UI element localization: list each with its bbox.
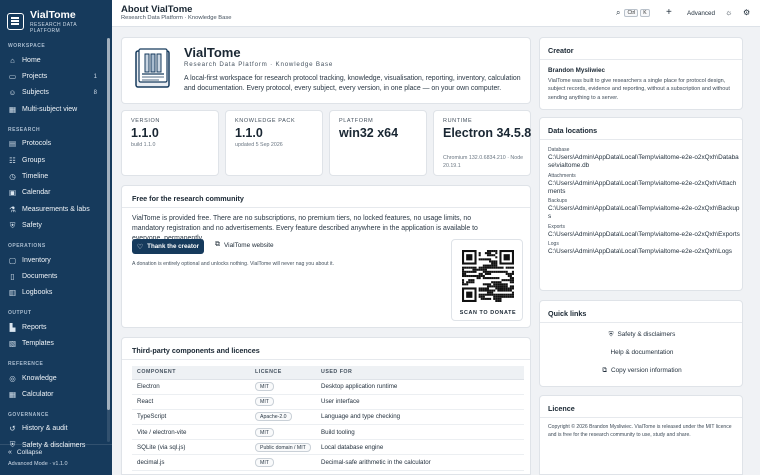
sidebar-item-multi-subject-view[interactable] bbox=[0, 101, 105, 117]
sidebar-item-projects[interactable] bbox=[0, 68, 105, 84]
column-header-component: COMPONENT bbox=[132, 366, 250, 379]
mode-label: Advanced Mode · v1.1.0 bbox=[8, 461, 68, 467]
theme-toggle-icon[interactable]: ☼ bbox=[725, 8, 733, 17]
stat-label: PLATFORM bbox=[339, 118, 374, 124]
location-path[interactable]: C:\Users\Admin\AppData\Local\Temp\vialtome-e2e-o2xQxh\Attachments bbox=[548, 179, 737, 195]
table-cell bbox=[250, 440, 316, 455]
sidebar-item-logbooks[interactable] bbox=[0, 285, 105, 301]
nav-section-title: OUTPUT bbox=[8, 310, 32, 317]
vialtome-logo-icon bbox=[7, 13, 24, 30]
settings-gear-icon[interactable]: ⚙ bbox=[743, 8, 751, 17]
third-party-card bbox=[121, 337, 531, 475]
creator-title: Creator bbox=[548, 46, 574, 55]
stat-sub: build 1.1.0 bbox=[131, 142, 156, 148]
stat-value: 1.1.0 bbox=[235, 126, 263, 140]
sidebar-item-calculator[interactable] bbox=[0, 386, 105, 402]
about-hero-card bbox=[121, 37, 531, 104]
sidebar-item-timeline[interactable] bbox=[0, 168, 105, 184]
search-icon: ⌕ bbox=[616, 8, 621, 17]
location-label: Logs bbox=[548, 241, 559, 248]
folder-icon: ▭ bbox=[8, 72, 17, 82]
sidebar-item-count: 1 bbox=[93, 73, 97, 80]
thank-creator-label: Thank the creator bbox=[147, 243, 200, 250]
sidebar-item-label: Knowledge bbox=[22, 374, 57, 382]
book-icon: ▥ bbox=[8, 288, 17, 298]
creator-description: VialTome was built to give researchers a single place for protocol design, subject records, evidence and reporting, without a subscription and without sending anything to a server. bbox=[548, 78, 730, 101]
quick-links-card bbox=[539, 300, 743, 387]
sidebar-item-inventory[interactable] bbox=[0, 252, 105, 268]
external-link-icon: ⧉ bbox=[215, 241, 220, 248]
website-link[interactable] bbox=[215, 241, 274, 249]
nav-section-title: REFERENCE bbox=[8, 360, 44, 367]
location-path[interactable]: C:\Users\Admin\AppData\Local\Temp\vialtome-e2e-o2xQxh\Exports bbox=[548, 230, 740, 238]
stat-label: VERSION bbox=[131, 118, 160, 124]
sidebar-item-documents[interactable] bbox=[0, 268, 105, 284]
sidebar-item-label: Templates bbox=[22, 340, 54, 348]
collapse-button[interactable] bbox=[0, 445, 112, 456]
sidebar-item-label: Timeline bbox=[22, 173, 49, 181]
column-header-licence: LICENCE bbox=[250, 366, 316, 379]
breadcrumb: Research Data Platform · Knowledge Base bbox=[121, 15, 232, 21]
app-description: A local-first workspace for research protocol tracking, knowledge, visualisation, reporting, inventory, calculation and documentation. Every protocol, every subject, every version, in one place — on your own computer. bbox=[184, 75, 521, 92]
free-description: VialTome is provided free. There are no subscriptions, no premium tiers, no locked features, no usage limits, no mandatory registration and no advertisements. Every feature described anywhere in the application is available to bbox=[132, 215, 478, 233]
nav-section-title: GOVERNANCE bbox=[8, 411, 49, 418]
runtime-card bbox=[433, 110, 531, 176]
calculator-icon: ▦ bbox=[8, 389, 17, 399]
licence-card bbox=[539, 395, 743, 475]
data-locations-title: Data locations bbox=[548, 126, 598, 135]
donation-note: A donation is entirely optional and unlocks nothing. VialTome will never nag you about it. bbox=[132, 261, 335, 267]
sidebar-item-label: Groups bbox=[22, 156, 45, 164]
licence-title: Licence bbox=[548, 404, 575, 413]
document-icon: ▯ bbox=[10, 271, 15, 281]
stat-sub: updated 5 Sep 2026 bbox=[235, 142, 283, 148]
users-icon: ☷ bbox=[9, 155, 16, 165]
data-locations-list bbox=[548, 147, 740, 258]
table-cell bbox=[250, 379, 316, 394]
component-name: SQLite (via sql.js) bbox=[137, 443, 186, 451]
knowledge-icon: ◎ bbox=[9, 373, 16, 383]
stat-value: 1.1.0 bbox=[131, 126, 159, 140]
stat-label: KNOWLEDGE PACK bbox=[235, 118, 296, 124]
sidebar-item-label: History & audit bbox=[22, 425, 68, 433]
divider bbox=[540, 59, 742, 60]
table-row bbox=[132, 379, 524, 394]
sidebar-item-safety[interactable] bbox=[0, 218, 105, 234]
vialtome-book-logo-icon bbox=[133, 46, 173, 90]
column-header-used-for: USED FOR bbox=[316, 366, 524, 379]
collapse-icon: « bbox=[8, 449, 12, 456]
nav-section-title: RESEARCH bbox=[8, 126, 41, 133]
licence-text: Copyright © 2026 Brandon Mysliwiec. VialTome is released under the MIT licence and is free for the research community to use, study and share. bbox=[548, 424, 732, 438]
sidebar-item-label: Safety & disclaimers bbox=[22, 441, 86, 449]
app-name: VialTome bbox=[184, 45, 241, 60]
location-label: Database bbox=[548, 147, 570, 153]
licence-badge: MIT bbox=[255, 458, 274, 467]
app-subtitle: Research Data Platform · Knowledge Base bbox=[184, 61, 334, 68]
licence-badge: MIT bbox=[255, 382, 274, 391]
top-header bbox=[112, 0, 760, 27]
stat-value: Electron 34.5.8 bbox=[443, 126, 532, 140]
home-icon: ⌂ bbox=[10, 55, 15, 65]
sidebar-item-history-audit[interactable] bbox=[0, 421, 105, 437]
sidebar-item-label: Logbooks bbox=[22, 289, 53, 297]
quick-link-safety[interactable] bbox=[540, 331, 744, 339]
thank-creator-button[interactable] bbox=[132, 239, 204, 254]
sidebar-item-label: Reports bbox=[22, 323, 47, 331]
licence-badge: Apache-2.0 bbox=[255, 412, 292, 421]
table-row bbox=[132, 425, 524, 440]
sidebar-item-label: Calculator bbox=[22, 390, 54, 398]
table-cell bbox=[250, 455, 316, 470]
nav-section-title: WORKSPACE bbox=[8, 43, 46, 49]
box-icon: ▢ bbox=[8, 255, 17, 265]
copy-icon: ⧉ bbox=[602, 367, 607, 374]
component-name: Electron bbox=[137, 383, 160, 391]
table-cell bbox=[250, 409, 316, 424]
template-icon: ▧ bbox=[8, 339, 17, 349]
table-row bbox=[132, 409, 524, 424]
licence-badge: MIT bbox=[255, 397, 274, 406]
grid-icon: ▦ bbox=[8, 104, 17, 114]
component-usage: User interface bbox=[321, 398, 360, 406]
sidebar-item-label: Documents bbox=[22, 272, 58, 280]
sidebar-scrollbar-thumb[interactable] bbox=[107, 38, 110, 410]
licence-badge: Public domain / MIT bbox=[255, 443, 311, 452]
quick-links-title: Quick links bbox=[548, 309, 587, 318]
table-cell bbox=[316, 394, 524, 409]
table-cell bbox=[132, 409, 250, 424]
table-cell bbox=[250, 425, 316, 440]
component-usage: Language and type checking bbox=[321, 413, 401, 421]
table-row bbox=[132, 455, 524, 470]
history-icon: ↺ bbox=[9, 424, 16, 434]
sidebar bbox=[0, 0, 112, 475]
licence-badge: MIT bbox=[255, 428, 274, 437]
donate-qr-panel bbox=[451, 239, 523, 321]
shield-icon: ⛨ bbox=[608, 331, 614, 338]
location-label: Backups bbox=[548, 198, 568, 205]
table-cell bbox=[132, 455, 250, 470]
page-title: About VialTome bbox=[121, 4, 193, 15]
shortcut-key-k: K bbox=[640, 9, 649, 17]
divider bbox=[540, 417, 742, 418]
components-table bbox=[132, 366, 524, 471]
chart-icon: ▙ bbox=[9, 322, 16, 332]
sidebar-item-home[interactable] bbox=[0, 52, 105, 68]
sidebar-item-label: Multi-subject view bbox=[22, 105, 78, 113]
free-card-title: Free for the research community bbox=[132, 194, 244, 203]
component-name: TypeScript bbox=[137, 413, 167, 421]
shield-icon: ⛨ bbox=[9, 220, 16, 230]
calendar-icon: ▣ bbox=[8, 188, 17, 198]
quick-link-help[interactable] bbox=[540, 349, 744, 356]
component-name: React bbox=[137, 398, 154, 406]
brand-subtitle: RESEARCH DATA PLATFORM bbox=[30, 21, 77, 34]
table-header-row bbox=[132, 366, 524, 379]
version-card bbox=[121, 110, 219, 176]
location-label: Attachments bbox=[548, 172, 576, 179]
table-row bbox=[132, 394, 524, 409]
shortcut-key-ctrl: Ctrl bbox=[624, 9, 638, 17]
clock-icon: ◷ bbox=[9, 172, 16, 182]
add-icon[interactable]: + bbox=[666, 7, 672, 18]
creator-name: Brandon Mysliwiec bbox=[548, 67, 606, 74]
heart-icon: ♡ bbox=[136, 243, 144, 251]
collapse-label: Collapse bbox=[16, 449, 43, 456]
search-button[interactable] bbox=[616, 8, 652, 18]
brand-name: VialTome bbox=[30, 8, 76, 21]
sidebar-item-label: Home bbox=[22, 56, 41, 64]
user-icon: ☺ bbox=[8, 88, 17, 98]
quick-link-label: Safety & disclaimers bbox=[617, 331, 676, 338]
quick-link-label: Help & documentation bbox=[610, 349, 674, 356]
shield-icon: ⛨ bbox=[9, 440, 16, 450]
component-usage: Local database engine bbox=[321, 443, 384, 451]
divider bbox=[540, 322, 742, 323]
sidebar-item-label: Protocols bbox=[22, 140, 52, 148]
creator-card bbox=[539, 37, 743, 110]
sidebar-item-label: Calendar bbox=[22, 189, 51, 197]
table-cell bbox=[316, 455, 524, 470]
component-usage: Desktop application runtime bbox=[321, 383, 398, 391]
table-row bbox=[132, 440, 524, 455]
location-path[interactable]: C:\Users\Admin\AppData\Local\Temp\vialtome-e2e-o2xQxh\Backups bbox=[548, 205, 740, 221]
divider bbox=[540, 139, 742, 140]
free-community-card bbox=[121, 185, 531, 328]
advanced-mode-toggle[interactable]: Advanced bbox=[687, 10, 716, 17]
location-path[interactable]: C:\Users\Admin\AppData\Local\Temp\vialtome-e2e-o2xQxh\Logs bbox=[548, 248, 732, 256]
component-name: decimal.js bbox=[137, 459, 165, 467]
sidebar-item-protocols[interactable] bbox=[0, 136, 105, 152]
sidebar-item-label: Inventory bbox=[22, 256, 51, 264]
table-cell bbox=[132, 425, 250, 440]
quick-link-label: Copy version information bbox=[610, 367, 682, 374]
flask-icon: ⚗ bbox=[9, 204, 16, 214]
sidebar-item-label: Subjects bbox=[22, 89, 49, 97]
table-cell bbox=[316, 409, 524, 424]
sidebar-item-count: 8 bbox=[93, 89, 97, 96]
component-usage: Decimal-safe arithmetic in the calculator bbox=[321, 459, 431, 467]
stat-sub: Chromium 132.0.6834.210 · Node 20.19.1 bbox=[443, 155, 524, 169]
table-cell bbox=[250, 394, 316, 409]
divider bbox=[122, 207, 530, 208]
qr-label: SCAN TO DONATE bbox=[459, 310, 517, 316]
location-path[interactable]: C:\Users\Admin\AppData\Local\Temp\vialtome-e2e-o2xQxh\Database\vialtome.db bbox=[548, 154, 739, 170]
nav-section-title: OPERATIONS bbox=[8, 242, 46, 249]
sidebar-item-label: Measurements & labs bbox=[22, 205, 90, 213]
sidebar-footer bbox=[0, 441, 112, 475]
table-cell bbox=[132, 440, 250, 455]
stat-value: win32 x64 bbox=[339, 126, 399, 140]
sidebar-item-templates[interactable] bbox=[0, 335, 105, 351]
divider bbox=[122, 359, 530, 360]
component-name: Vite / electron-vite bbox=[137, 428, 187, 436]
location-label: Exports bbox=[548, 223, 565, 230]
data-locations-card bbox=[539, 117, 743, 291]
knowledge-pack-card bbox=[225, 110, 323, 176]
sidebar-item-label: Projects bbox=[22, 73, 48, 81]
table-cell bbox=[316, 379, 524, 394]
table-cell bbox=[132, 379, 250, 394]
sidebar-item-measurements-labs[interactable] bbox=[0, 201, 105, 217]
platform-card bbox=[329, 110, 427, 176]
sidebar-item-knowledge[interactable] bbox=[0, 370, 105, 386]
third-party-title: Third-party components and licences bbox=[132, 346, 260, 355]
sidebar-item-reports[interactable] bbox=[0, 319, 105, 335]
sidebar-nav bbox=[0, 38, 105, 450]
table-cell bbox=[316, 440, 524, 455]
table-cell bbox=[316, 425, 524, 440]
brand[interactable] bbox=[0, 0, 112, 34]
sidebar-item-groups[interactable] bbox=[0, 152, 105, 168]
copy-version-button[interactable] bbox=[540, 367, 744, 375]
stat-label: RUNTIME bbox=[443, 118, 473, 124]
qr-code-icon bbox=[462, 250, 514, 302]
table-cell bbox=[132, 394, 250, 409]
component-usage: Build tooling bbox=[321, 428, 355, 436]
sidebar-item-subjects[interactable] bbox=[0, 85, 105, 101]
sidebar-scrollbar[interactable] bbox=[107, 38, 110, 442]
sidebar-item-calendar[interactable] bbox=[0, 185, 105, 201]
website-label: VialTome website bbox=[224, 241, 274, 249]
sidebar-item-label: Safety bbox=[22, 222, 42, 230]
clipboard-icon: ▤ bbox=[8, 139, 17, 149]
